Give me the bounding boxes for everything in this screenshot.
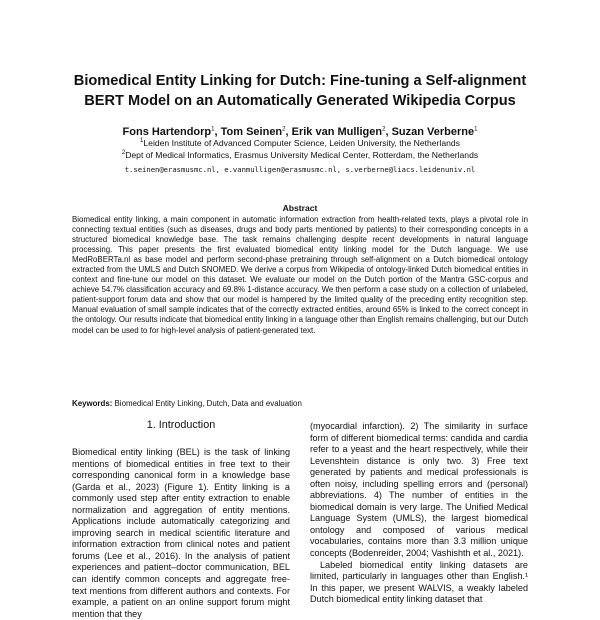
author-emails: t.seinen@erasmusmc.nl, e.vanmulligen@erasmusmc.nl, s.verberne@liacs.leidenuniv.nl [124,165,476,174]
affiliation-text: Dept of Medical Informatics, Erasmus University Medical Center, Rotterdam, the Netherlands [125,150,479,160]
right-column [310,421,528,606]
paper-title [40,71,560,111]
keywords-label: Keywords: [72,399,113,408]
author-sup: 1 [474,126,478,133]
abstract-heading: Abstract [282,203,318,213]
author-sup: 2 [282,126,286,133]
left-column [72,447,290,620]
author-name: Tom Seinen [220,126,283,138]
title-line-1: Biomedical Entity Linking for Dutch: Fine-tuning a Self-alignment [73,73,527,89]
author-sup: 2 [382,126,386,133]
affiliation-text: Leiden Institute of Advanced Computer Science, Leiden University, the Netherlands [143,138,460,148]
author-name: Suzan Verberne [391,126,475,138]
intro-paragraph-continued: (myocardial infarction). 2) The similarity in surface form of different biomedical terms: candida and cardia refer to a yeast and the heart respectively, while their Levenshtein distance is only two. 3) Free text generated by patients and medical professionals is often noisy, including spelling errors and (personal) abbreviations. 4) The number of entities in the biomedical domain is very large. The Unified Medical Language System (UMLS), the largest biomedical ontology and composed of various medical vocabularies, contains more than 3.3 million unique concepts (Bodenreider, 2004; Vashishth et al., 2021). [310,421,528,559]
author-name: Erik van Mulligen [291,126,383,138]
keywords [72,399,528,409]
affiliation-sup: 1 [140,138,144,145]
title-line-2: BERT Model on an Automatically Generated Wikipedia Corpus [84,93,516,109]
author-list: Fons Hartendorp$^1$, Tom Seinen$^2$, Erik van Mulligen$^2$, Suzan Verberne$^1$ [122,126,478,138]
author-sup: 1 [211,126,215,133]
keywords-list: Biomedical Entity Linking, Dutch, Data and evaluation [114,399,302,408]
affiliation-1 [40,138,560,150]
author-name: Fons Hartendorp [122,126,212,138]
affiliation-2 [40,150,560,162]
intro-paragraph: Biomedical entity linking (BEL) is the task of linking mentions of biomedical entities in free text to their corresponding canonical form in a knowledge base (Garda et al., 2023) (Figure 1). Entity linking is a commonly used step after entity extraction to enable normalization and aggregation of entity mentions. Applications include automatically categorizing and improving search in medical scientific literature and information extraction from clinical notes and patient forums (Lee et al., 2016). In the analysis of patient experiences and patient–doctor communication, BEL can identify common concepts and aggregate free-text mentions from different authors and contexts. For example, a patient on an online support forum might mention that they [72,447,290,619]
intro-paragraph-2: Labeled biomedical entity linking datasets are limited, particularly in languages other than English.¹ In this paper, we present WALVIS, a weakly labeled Dutch biomedical entity linking dataset that [310,559,528,605]
affiliation-sup: 2 [121,150,126,157]
abstract-text: Biomedical entity linking, a main component in automatic information extraction from health-related texts, plays a pivotal role in connecting textual entities (such as diseases, drugs and body parts mentioned by patients) to their corresponding concepts in a structured biomedical knowledge base. The task remains challenging despite recent developments in natural language processing. This paper presents the first evaluated biomedical entity linking model for the Dutch language. We use MedRoBERTa.nl as base model and perform second-phase pretraining through self-alignment on a Dutch biomedical ontology extracted from the UMLS and Dutch SNOMED. We derive a corpus from Wikipedia of ontology-linked Dutch biomedical entities in context and fine-tune our model on this dataset. We evaluate our model on the Dutch portion of the Mantra GSC-corpus and achieve 54.7% classification accuracy and 69.8% 1-distance accuracy. We then perform a case study on a collection of unlabeled, patient-support forum data and show that our model is hampered by the limited quality of the preceding entity recognition step. Manual evaluation of small sample indicates that of the correctly extracted entities, around 65% is linked to the correct concept in the ontology. Our results indicate that biomedical entity linking in a language other than English remains challenging, but our Dutch model can be used to for high-level analysis of patient-generated text. [72,215,528,335]
section-heading-introduction: 1. Introduction [146,419,216,431]
